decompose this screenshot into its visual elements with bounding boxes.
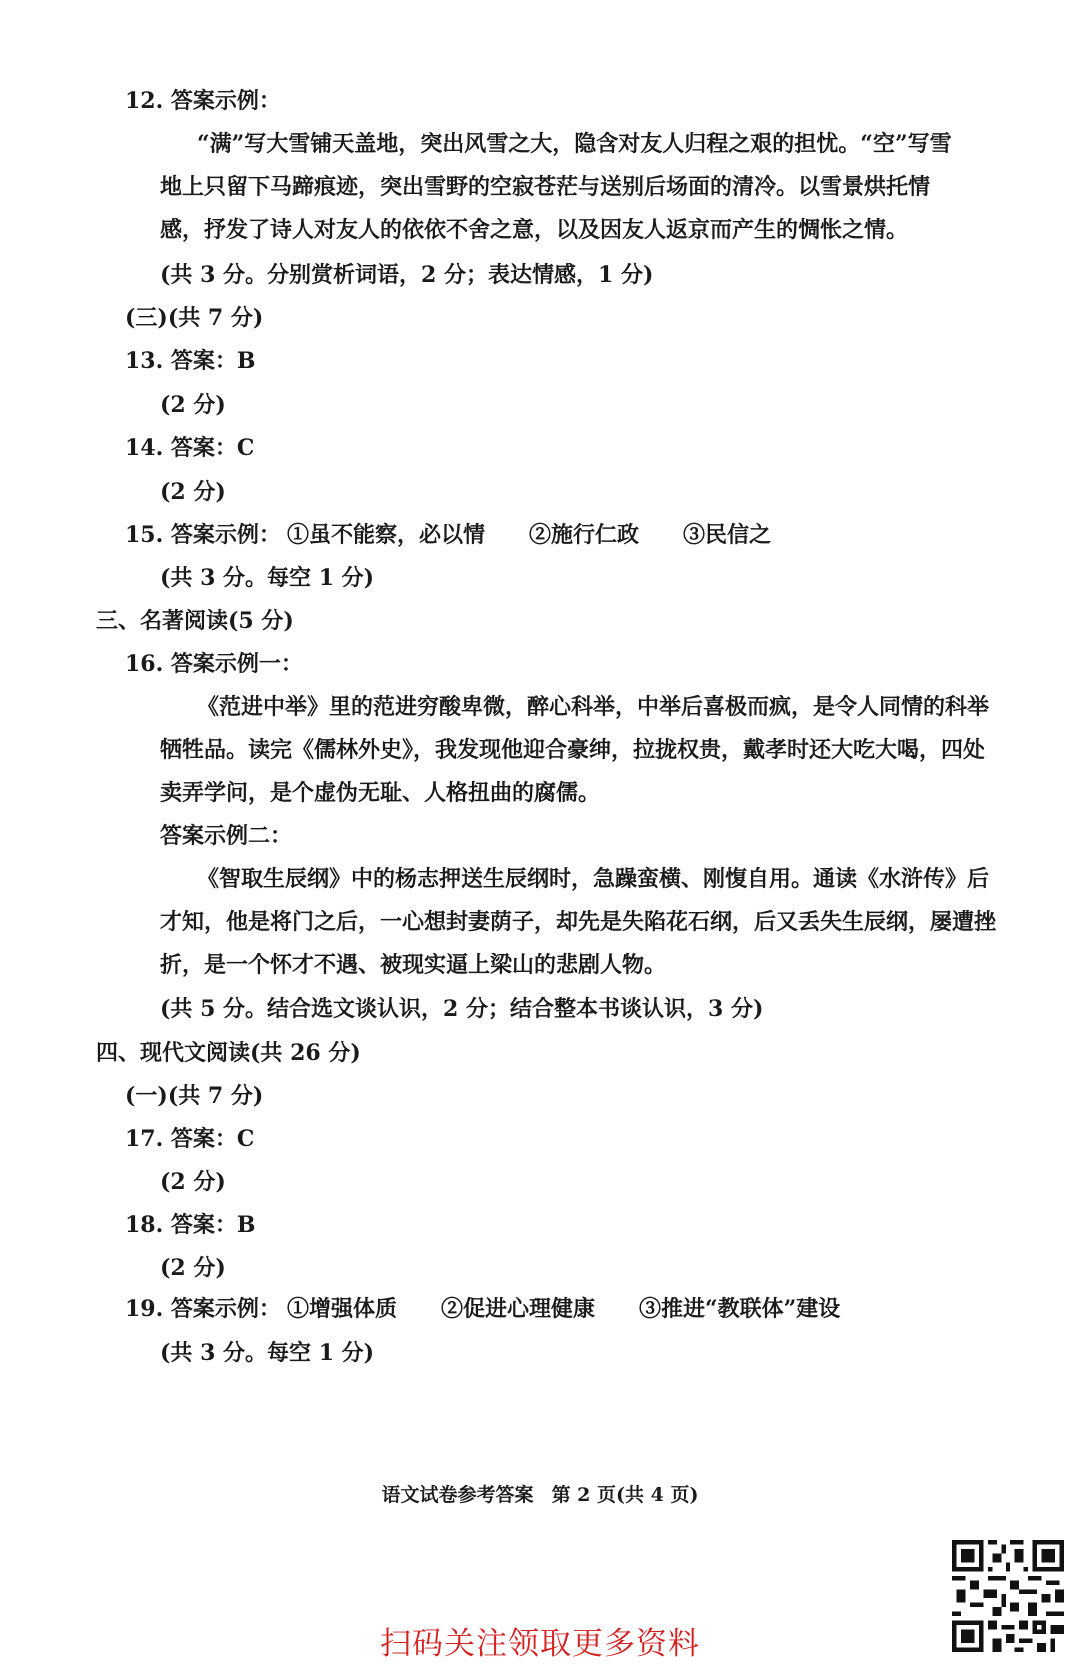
q19-score: (共 3 分。每空 1 分) — [160, 1340, 375, 1366]
q19-answer-3: ③推进“教联体”建设 — [638, 1296, 841, 1322]
q15-answer-2: ②施行仁政 — [528, 522, 639, 548]
q12-para-line-2: 地上只留下马蹄痕迹，突出雪野的空寂苍茫与送别后场面的清冷。以雪景烘托情 — [160, 174, 931, 200]
q16-score: (共 5 分。结合选文谈认识，2 分；结合整本书谈认识，3 分) — [160, 996, 764, 1022]
q19-answer-row — [125, 1294, 840, 1324]
q19-answer-2: ②促进心理健康 — [440, 1296, 595, 1322]
q13-label: 13. 答案：B — [125, 348, 256, 374]
q14-label: 14. 答案：C — [125, 435, 255, 461]
footer-page-number: 第 2 页(共 4 页) — [551, 1484, 699, 1506]
footer-title: 语文试卷参考答案 — [381, 1484, 534, 1506]
q16-ex2-line-3: 折，是一个怀才不遇、被现实逼上梁山的悲剧人物。 — [160, 952, 667, 978]
page-footer — [0, 1480, 1080, 1507]
q19-answer-1: ①增强体质 — [286, 1296, 397, 1322]
q13-score: (2 分) — [160, 392, 226, 418]
q14-score: (2 分) — [160, 479, 226, 505]
q15-score: (共 3 分。每空 1 分) — [160, 565, 375, 591]
q16-ex2-line-1: 《智取生辰纲》中的杨志押送生辰纲时，急躁蛮横、刚愎自用。通读《水浒传》后 — [197, 866, 990, 892]
q16-ex2-label: 答案示例二： — [160, 823, 293, 849]
q16-ex2-line-2: 才知，他是将门之后，一心想封妻荫子，却先是失陷花石纲，后又丢失生辰纲，屡遭挫 — [160, 909, 997, 935]
section3-sub-heading: (三)(共 7 分) — [125, 305, 264, 331]
q16-ex1-line-3: 卖弄学问，是个虚伪无耻、人格扭曲的腐儒。 — [160, 780, 601, 806]
q16-ex1-line-2: 牺牲品。读完《儒林外史》，我发现他迎合豪绅，拉拢权贵，戴孝时还大吃大喝，四处 — [160, 737, 986, 763]
q18-label: 18. 答案：B — [125, 1212, 256, 1238]
q12-label: 12. 答案示例： — [125, 88, 281, 114]
part3-heading: 三、名著阅读(5 分) — [96, 608, 294, 634]
q18-score: (2 分) — [160, 1255, 226, 1281]
q15-answer-row — [125, 520, 771, 550]
q12-para-line-3: 感，抒发了诗人对友人的依依不舍之意，以及因友人返京而产生的惆怅之情。 — [160, 217, 909, 243]
section4-sub-heading: (一)(共 7 分) — [125, 1083, 264, 1109]
q15-answer-1: ①虽不能察，必以情 — [286, 522, 485, 548]
part4-heading: 四、现代文阅读(共 26 分) — [96, 1040, 361, 1066]
q12-para-line-1: “满”写大雪铺天盖地，突出风雪之大，隐含对友人归程之艰的担忧。“空”写雪 — [197, 131, 952, 157]
q12-score: (共 3 分。分别赏析词语，2 分；表达情感，1 分) — [160, 262, 654, 288]
q17-label: 17. 答案：C — [125, 1126, 255, 1152]
promo-text: 扫码关注领取更多资料 — [380, 1626, 700, 1662]
q17-score: (2 分) — [160, 1169, 226, 1195]
q16-label: 16. 答案示例一： — [125, 651, 303, 677]
q16-ex1-line-1: 《范进中举》里的范进穷酸卑微，醉心科举，中举后喜极而疯，是令人同情的科举 — [197, 694, 990, 720]
q15-answer-3: ③民信之 — [682, 522, 771, 548]
q19-label: 19. 答案示例： — [125, 1296, 281, 1322]
q15-label: 15. 答案示例： — [125, 522, 281, 548]
